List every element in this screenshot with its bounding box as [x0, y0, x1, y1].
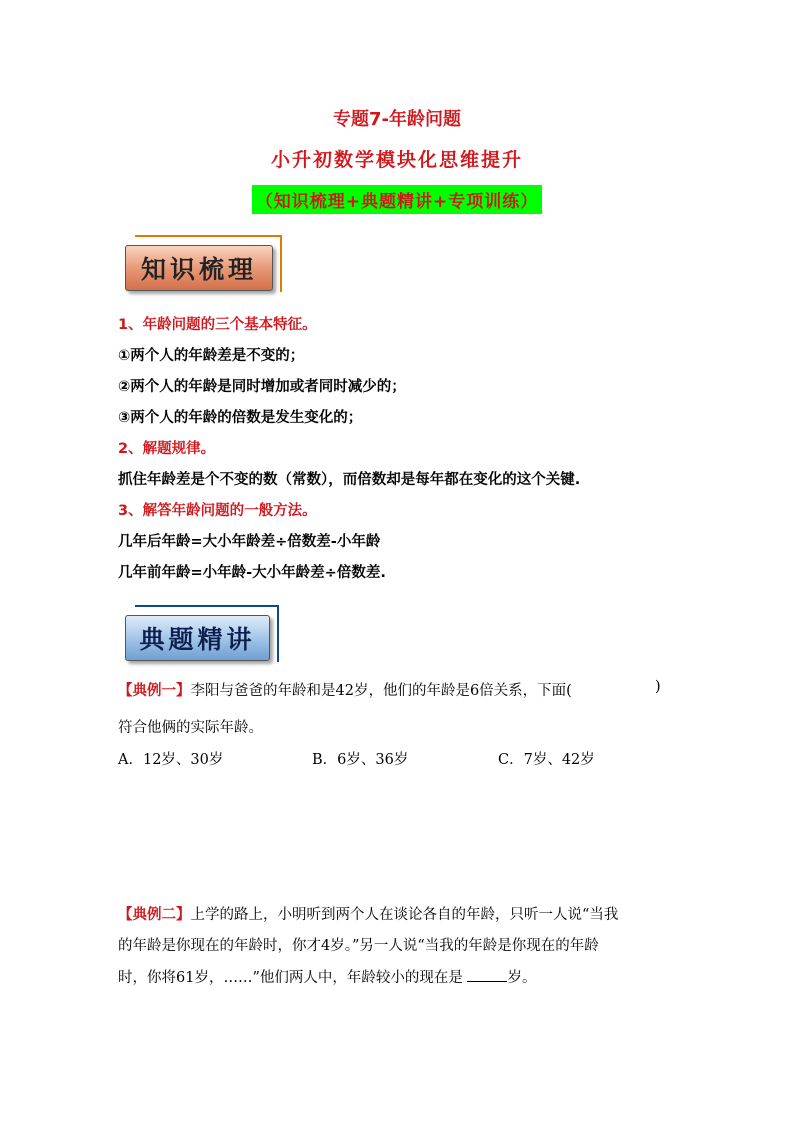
example-1-tag: 【典例一】 — [118, 683, 191, 699]
section-heading-2: 2、解题规律。 — [118, 441, 216, 457]
section-heading-3: 3、解答年龄问题的一般方法。 — [118, 503, 317, 519]
tagline-wrap — [0, 185, 794, 214]
example-2-line-3 — [118, 966, 536, 987]
formula-after: 几年后年龄=大小年龄差÷倍数差-小年龄 — [118, 534, 381, 550]
banner-label: 知识梳理 — [125, 245, 273, 291]
option-b: B．6岁、36岁 — [312, 752, 409, 768]
tagline-highlight: （知识梳理+典题精讲+专项训练） — [252, 185, 543, 214]
rule-text: 抓住年龄差是个不变的数（常数），而倍数却是每年都在变化的这个关键. — [118, 472, 581, 488]
example-2-text: 上学的路上，小明听到两个人在谈论各自的年龄，只听一人说“当我 — [190, 907, 619, 923]
banner-label: 典题精讲 — [125, 615, 270, 661]
page-title: 专题7-年龄问题 — [333, 109, 461, 130]
example-2-text-3-end: 岁。 — [507, 970, 537, 986]
example-2-text-3: 时，你将61岁，……”他们两人中，年龄较小的现在是 — [118, 970, 463, 986]
example-1-line-2: 符合他俩的实际年龄。 — [118, 720, 263, 736]
section-heading-1: 1、年龄问题的三个基本特征。 — [118, 317, 317, 333]
knowledge-banner — [125, 235, 285, 295]
formula-before: 几年前年龄=小年龄-大小年龄差÷倍数差. — [118, 565, 386, 581]
example-2-line-2: 的年龄是你现在的年龄时，你才4岁。”另一人说“当我的年龄是你现在的年龄 — [118, 938, 599, 954]
example-1-line-1 — [118, 679, 572, 700]
example-1-text: 李阳与爸爸的年龄和是42岁，他们的年龄是6倍关系，下面( — [190, 683, 572, 699]
option-a: A．12岁、30岁 — [118, 752, 224, 768]
example-2-tag: 【典例二】 — [118, 907, 191, 923]
feature-2: ②两个人的年龄是同时增加或者同时减少的； — [118, 379, 406, 395]
examples-banner — [125, 605, 285, 665]
answer-blank[interactable] — [467, 967, 507, 982]
answer-paren-close: ) — [655, 679, 661, 695]
feature-1: ①两个人的年龄差是不变的； — [118, 348, 305, 364]
example-2-line-1 — [118, 903, 618, 924]
feature-3: ③两个人的年龄的倍数是发生变化的； — [118, 410, 363, 426]
option-c: C．7岁、42岁 — [498, 752, 595, 768]
page-subtitle: 小升初数学模块化思维提升 — [270, 149, 523, 171]
